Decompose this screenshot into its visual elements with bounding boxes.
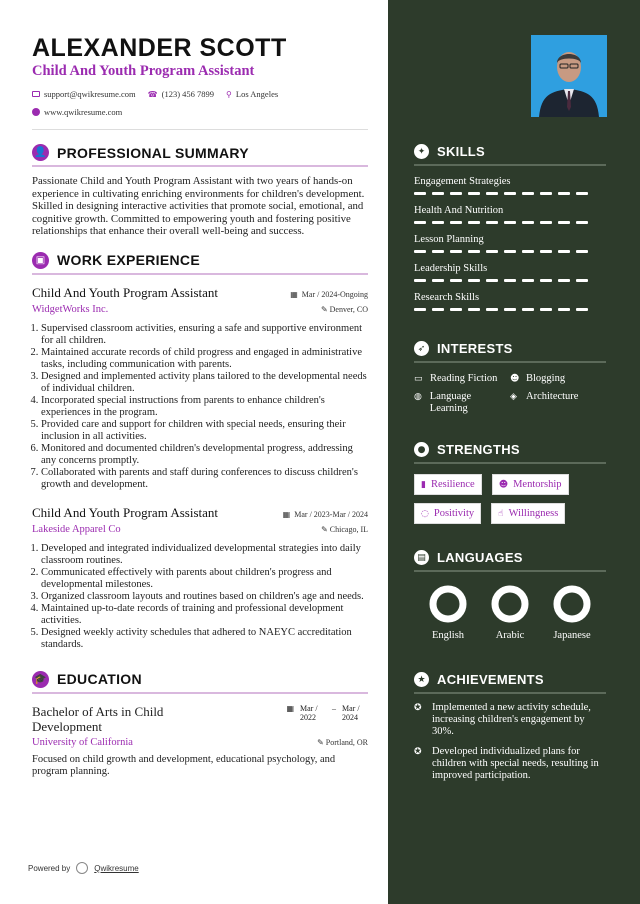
skill-level-dash: [558, 279, 570, 282]
skill-level-dash: [432, 308, 444, 311]
strengths-title: STRENGTHS: [437, 442, 520, 457]
languages-heading: [414, 550, 606, 572]
achievement-text: Developed individualized plans for children with special needs, resulting in improved participation.: [432, 746, 599, 781]
language-name: Japanese: [553, 630, 591, 641]
skill-level-dash: [486, 250, 498, 253]
website-contact[interactable]: [32, 107, 122, 117]
skill-level-dash: [540, 221, 552, 224]
location-text: Los Angeles: [235, 89, 279, 99]
thumbs-up-icon: ☝: [498, 508, 504, 519]
website-text: www.qwikresume.com: [44, 107, 123, 117]
star-icon: ★: [414, 672, 429, 687]
language-level-ring: [490, 584, 530, 624]
skill-item: [414, 205, 606, 224]
languages-list: [414, 584, 606, 641]
bullet-item: 2. Communicated effectively with parents about children's progress and developmental milestones.: [41, 567, 368, 591]
achievements-title: ACHIEVEMENTS: [437, 672, 544, 687]
skill-level-dash: [558, 192, 570, 195]
skill-level-dash: [504, 250, 516, 253]
shield-icon: ▮: [421, 479, 426, 490]
achievements-section: [414, 672, 606, 782]
skill-level-dash: [522, 221, 534, 224]
skill-level-dash: [450, 221, 462, 224]
skill-level-dash: [540, 279, 552, 282]
header-divider: [32, 129, 368, 130]
pin-icon: ✎: [317, 737, 324, 747]
pin-icon: ✎: [321, 524, 328, 534]
job-date: [290, 290, 368, 299]
skill-level-dash: [540, 250, 552, 253]
skills-list: [414, 176, 606, 311]
skill-item: [414, 263, 606, 282]
people-icon: ☻: [510, 374, 520, 384]
skill-level-dash: [432, 279, 444, 282]
powered-by-label: Powered by: [28, 863, 71, 873]
bullet-item: 6. Monitored and documented children's developmental progress, addressing any concerns promptly.: [41, 443, 368, 467]
summary-title: PROFESSIONAL SUMMARY: [57, 144, 249, 161]
skill-item: [414, 176, 606, 195]
job-entry: [32, 285, 368, 491]
language-level-arc: [495, 589, 525, 619]
education-entry: [32, 704, 368, 734]
job-bullets: [32, 323, 368, 491]
languages-title: LANGUAGES: [437, 550, 523, 565]
skill-level-dash: [558, 308, 570, 311]
language-name: Arabic: [495, 630, 525, 641]
skill-level-dash: [558, 221, 570, 224]
globe-icon: ◍: [414, 392, 422, 402]
skill-level-dash: [522, 279, 534, 282]
contact-row: [32, 89, 368, 99]
skill-level-dash: [486, 221, 498, 224]
skill-level-dash: [450, 308, 462, 311]
calendar-icon: ▦: [282, 509, 291, 519]
skill-level-dash: [468, 250, 480, 253]
bullet-item: 1. Supervised classroom activities, ensuring a safe and supportive environment for all children.: [41, 323, 368, 347]
sidebar: [388, 0, 640, 904]
mentor-icon: ☻: [498, 479, 509, 490]
school-row: [32, 734, 368, 748]
language-name: English: [431, 630, 465, 641]
skill-level-dash: [522, 250, 534, 253]
skill-level-dash: [468, 279, 480, 282]
company-name: WidgetWorks Inc.: [32, 303, 109, 315]
skill-level-dash: [450, 250, 462, 253]
book-icon: ▭: [414, 374, 423, 384]
strength-label: Mentorship: [513, 479, 562, 490]
school-location: [317, 738, 368, 747]
calendar-icon: ▦: [286, 703, 294, 713]
strength-badge: [414, 474, 482, 495]
interest-label: Blogging: [526, 373, 566, 384]
achievement-item: [414, 702, 606, 738]
skill-level-dash: [468, 192, 480, 195]
skill-level-dash: [432, 221, 444, 224]
job-date-text: Mar / 2024-Ongoing: [301, 289, 368, 299]
interests-section: [414, 341, 606, 415]
location-pin-icon: ⚲: [226, 89, 232, 99]
skill-level-dash: [522, 308, 534, 311]
person-icon: 👤: [32, 144, 49, 161]
candidate-name: ALEXANDER SCOTT: [32, 34, 287, 62]
job-date: [283, 510, 368, 519]
education-description: Focused on child growth and development, educational psychology, and program planning.: [32, 753, 336, 777]
skills-heading: [414, 144, 606, 166]
circle-icon: ◌: [421, 508, 429, 519]
language-level-ring: [428, 584, 468, 624]
language-icon: ▤: [414, 550, 429, 565]
trophy-icon: ✪: [414, 703, 422, 713]
bullet-item: 2. Maintained accurate records of child progress and engaged in administrative tasks, including communication with parents.: [41, 347, 368, 371]
language-item: [420, 584, 476, 641]
calendar-icon: ▦: [290, 289, 298, 299]
pin-icon: ✎: [320, 304, 328, 314]
skill-level-bar: [414, 192, 606, 195]
skill-level-dash: [486, 308, 498, 311]
phone-text: (123) 456 7899: [161, 89, 215, 99]
skill-level-dash: [468, 308, 480, 311]
language-level-arc: [433, 589, 463, 619]
bullet-item: 1. Developed and integrated individualized developmental strategies into daily classroom routines.: [41, 543, 368, 567]
skill-label: Lesson Planning: [414, 234, 484, 245]
skill-level-dash: [504, 308, 516, 311]
interest-item: [414, 373, 510, 385]
phone-contact: [148, 89, 214, 99]
skill-level-dash: [504, 192, 516, 195]
globe-icon: [32, 108, 40, 116]
education-title: EDUCATION: [57, 671, 142, 687]
job-bullets: [32, 543, 368, 651]
skill-label: Health And Nutrition: [414, 205, 504, 216]
achievements-heading: [414, 672, 606, 694]
bullet-item: 5. Provided care and support for children with special needs, ensuring their inclusion in all activities.: [41, 419, 368, 443]
language-level-arc: [557, 589, 587, 619]
interest-label: Reading Fiction: [430, 373, 498, 384]
job-entry: [32, 505, 368, 651]
skill-level-dash: [450, 279, 462, 282]
experience-heading: [32, 252, 368, 275]
skill-level-dash: [432, 250, 444, 253]
date-from: Mar / 2022: [300, 703, 318, 722]
school-location-text: Portland, OR: [325, 737, 368, 747]
strength-label: Positivity: [433, 508, 475, 519]
interest-item: [510, 373, 590, 385]
bullet-item: 4. Maintained up-to-date records of training and professional development activities.: [41, 603, 368, 627]
education-dates: [286, 704, 368, 734]
strength-badge: [414, 503, 481, 524]
email-icon: [32, 91, 40, 97]
date-separator: –: [332, 703, 336, 713]
skills-section: [414, 144, 606, 311]
language-item: [544, 584, 600, 641]
bullet-item: 7. Collaborated with parents and staff during conferences to discuss children's growth and development.: [41, 467, 368, 491]
brand-link[interactable]: Qwikresume: [94, 863, 139, 873]
interests-heading: [414, 341, 606, 363]
skill-label: Leadership Skills: [414, 263, 488, 274]
skill-item: [414, 292, 606, 311]
achievement-text: Implemented a new activity schedule, increasing children's engagement by 30%.: [432, 702, 591, 737]
graduation-cap-icon: 🎓: [32, 671, 49, 688]
qwikresume-logo-icon: [76, 862, 88, 874]
interest-label: Architecture: [526, 391, 579, 402]
strengths-section: [414, 442, 606, 524]
location-contact: [226, 89, 278, 99]
skill-level-bar: [414, 250, 606, 253]
skill-label: Research Skills: [414, 292, 480, 303]
email-contact[interactable]: [32, 89, 136, 99]
strength-badge: [491, 503, 565, 524]
email-text: support@qwikresume.com: [44, 89, 136, 99]
profile-photo: [531, 35, 607, 117]
strength-label: Resilience: [430, 479, 475, 490]
interest-label: Language Learning: [429, 391, 472, 414]
skill-level-dash: [576, 221, 588, 224]
skill-level-dash: [414, 308, 426, 311]
summary-text: Passionate Child and Youth Program Assistant with two years of hands-on experience in cultivating enriching environments for children's development. Skilled in designing interactive activities that promote social, emotional, and cognitive growth. Committed to empowering youth and fostering positive relationships that enhance their overall well-being and success.: [32, 175, 365, 237]
powered-by: [28, 862, 139, 874]
job-title: Child And Youth Program Assistant: [32, 504, 219, 520]
skill-level-dash: [504, 279, 516, 282]
skill-level-bar: [414, 221, 606, 224]
language-item: [482, 584, 538, 641]
strengths-heading: [414, 442, 606, 464]
summary-heading: [32, 144, 368, 167]
job-location-text: Denver, CO: [329, 304, 368, 314]
briefcase-icon: ▣: [32, 252, 49, 269]
school-name: University of California: [32, 736, 133, 748]
experience-title: WORK EXPERIENCE: [57, 252, 200, 268]
skill-level-dash: [504, 221, 516, 224]
skill-level-dash: [450, 192, 462, 195]
skill-level-dash: [414, 192, 426, 195]
skill-level-dash: [576, 192, 588, 195]
interest-item: [510, 391, 590, 415]
skill-level-dash: [540, 192, 552, 195]
job-location-text: Chicago, IL: [329, 524, 368, 534]
skill-level-dash: [558, 250, 570, 253]
skill-level-bar: [414, 279, 606, 282]
trophy-icon: ✪: [414, 747, 422, 757]
tag-icon: ◈: [510, 392, 517, 402]
skill-level-dash: [486, 192, 498, 195]
skill-level-dash: [414, 279, 426, 282]
lightbulb-icon: ✦: [414, 144, 429, 159]
skill-level-dash: [522, 192, 534, 195]
interest-item: [414, 391, 510, 415]
skill-level-bar: [414, 308, 606, 311]
website-row: [32, 107, 368, 117]
achievement-item: [414, 746, 606, 782]
job-date-text: Mar / 2023-Mar / 2024: [294, 509, 368, 519]
bullet-item: 5. Designed weekly activity schedules that adhered to NAEYC accreditation standards.: [41, 627, 368, 651]
skill-level-dash: [432, 192, 444, 195]
bullet-item: 4. Incorporated special instructions from parents to enhance children's experiences in the program.: [41, 395, 368, 419]
candidate-role: Child And Youth Program Assistant: [32, 63, 255, 79]
phone-icon: ☎: [147, 89, 158, 99]
skill-level-dash: [414, 250, 426, 253]
interests-list: [414, 373, 606, 415]
bullet-item: 3. Organized classroom layouts and routines based on children's age and needs.: [41, 591, 368, 603]
strength-label: Willingness: [508, 508, 559, 519]
date-to: Mar / 2024: [342, 703, 360, 722]
strength-badge: [492, 474, 569, 495]
skill-level-dash: [576, 308, 588, 311]
interests-title: INTERESTS: [437, 341, 513, 356]
bulb-icon: ●: [414, 442, 429, 457]
language-level-ring: [552, 584, 592, 624]
education-heading: [32, 671, 368, 694]
skill-item: [414, 234, 606, 253]
skill-level-dash: [576, 279, 588, 282]
languages-section: [414, 550, 606, 641]
job-location: [321, 305, 368, 314]
skill-level-dash: [576, 250, 588, 253]
company-name: Lakeside Apparel Co: [32, 523, 121, 535]
skill-level-dash: [468, 221, 480, 224]
strengths-list: [414, 474, 606, 524]
skill-level-dash: [540, 308, 552, 311]
rocket-icon: ➶: [414, 341, 429, 356]
job-location: [321, 525, 368, 534]
job-title: Child And Youth Program Assistant: [32, 284, 219, 300]
degree-name: Bachelor of Arts in Child Development: [32, 703, 164, 734]
skill-label: Engagement Strategies: [414, 176, 511, 187]
skill-level-dash: [486, 279, 498, 282]
skills-title: SKILLS: [437, 144, 486, 159]
bullet-item: 3. Designed and implemented activity plans tailored to the developmental needs of individual children.: [41, 371, 368, 395]
skill-level-dash: [414, 221, 426, 224]
